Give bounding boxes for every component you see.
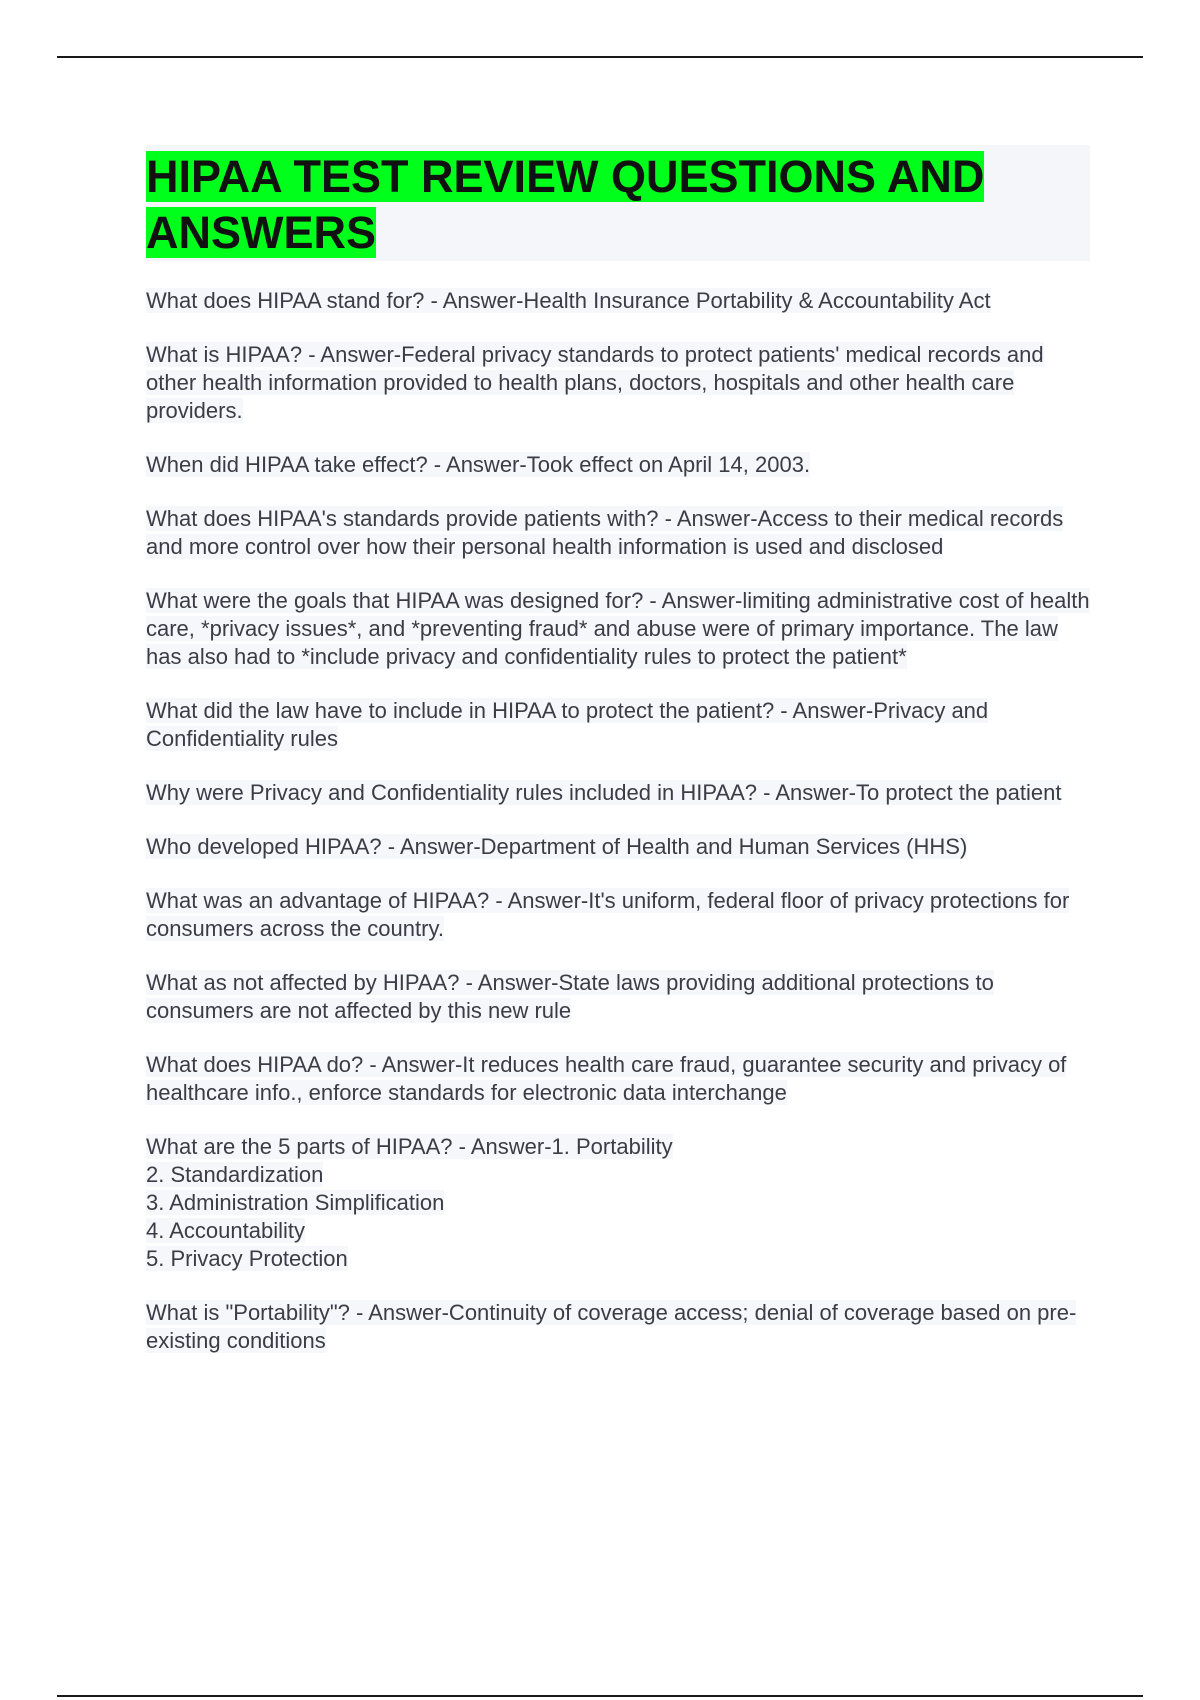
qa-item: When did HIPAA take effect? - Answer-Took effect on April 14, 2003. [146,452,811,477]
qa-item: What does HIPAA do? - Answer-It reduces health care fraud, guarantee security and privacy of healthcare info., enforce standards for electronic data interchange [146,1052,1067,1105]
qa-item: What were the goals that HIPAA was designed for? - Answer-limiting administrative cost of health care, *privacy issues*, and *preventing fraud* and abuse were of primary importance. The law has also had to *include privacy and confidentiality rules to protect the patient* [146,588,1090,669]
page-title-text: HIPAA TEST REVIEW QUESTIONS AND ANSWERS [146,151,985,258]
qa-item: What does HIPAA's standards provide patients with? - Answer-Access to their medical records and more control over how their personal health information is used and disclosed [146,506,1064,559]
qa-item: What did the law have to include in HIPAA to protect the patient? - Answer-Privacy and Confidentiality rules [146,698,989,751]
qa-item: What does HIPAA stand for? - Answer-Health Insurance Portability & Accountability Act [146,288,991,313]
page-title [146,149,1090,261]
qa-item: What as not affected by HIPAA? - Answer-State laws providing additional protections to consumers are not affected by this new rule [146,970,994,1023]
qa-item: What was an advantage of HIPAA? - Answer-It's uniform, federal floor of privacy protections for consumers across the country. [146,888,1070,941]
qa-item: What is HIPAA? - Answer-Federal privacy standards to protect patients' medical records and other health information provided to health plans, doctors, hospitals and other health care providers. [146,342,1044,423]
qa-item: Why were Privacy and Confidentiality rules included in HIPAA? - Answer-To protect the patient [146,780,1062,805]
qa-item: What are the 5 parts of HIPAA? - Answer-1. Portability 2. Standardization 3. Administration Simplification 4. Accountability 5. Privacy Protection [146,1134,673,1271]
document-body [146,145,1090,1381]
title-block [146,145,1090,261]
top-rule [57,56,1143,58]
qa-item: Who developed HIPAA? - Answer-Department of Health and Human Services (HHS) [146,834,968,859]
bottom-rule [57,1695,1143,1697]
qa-item: What is "Portability"? - Answer-Continuity of coverage access; denial of coverage based on pre-existing conditions [146,1300,1077,1353]
